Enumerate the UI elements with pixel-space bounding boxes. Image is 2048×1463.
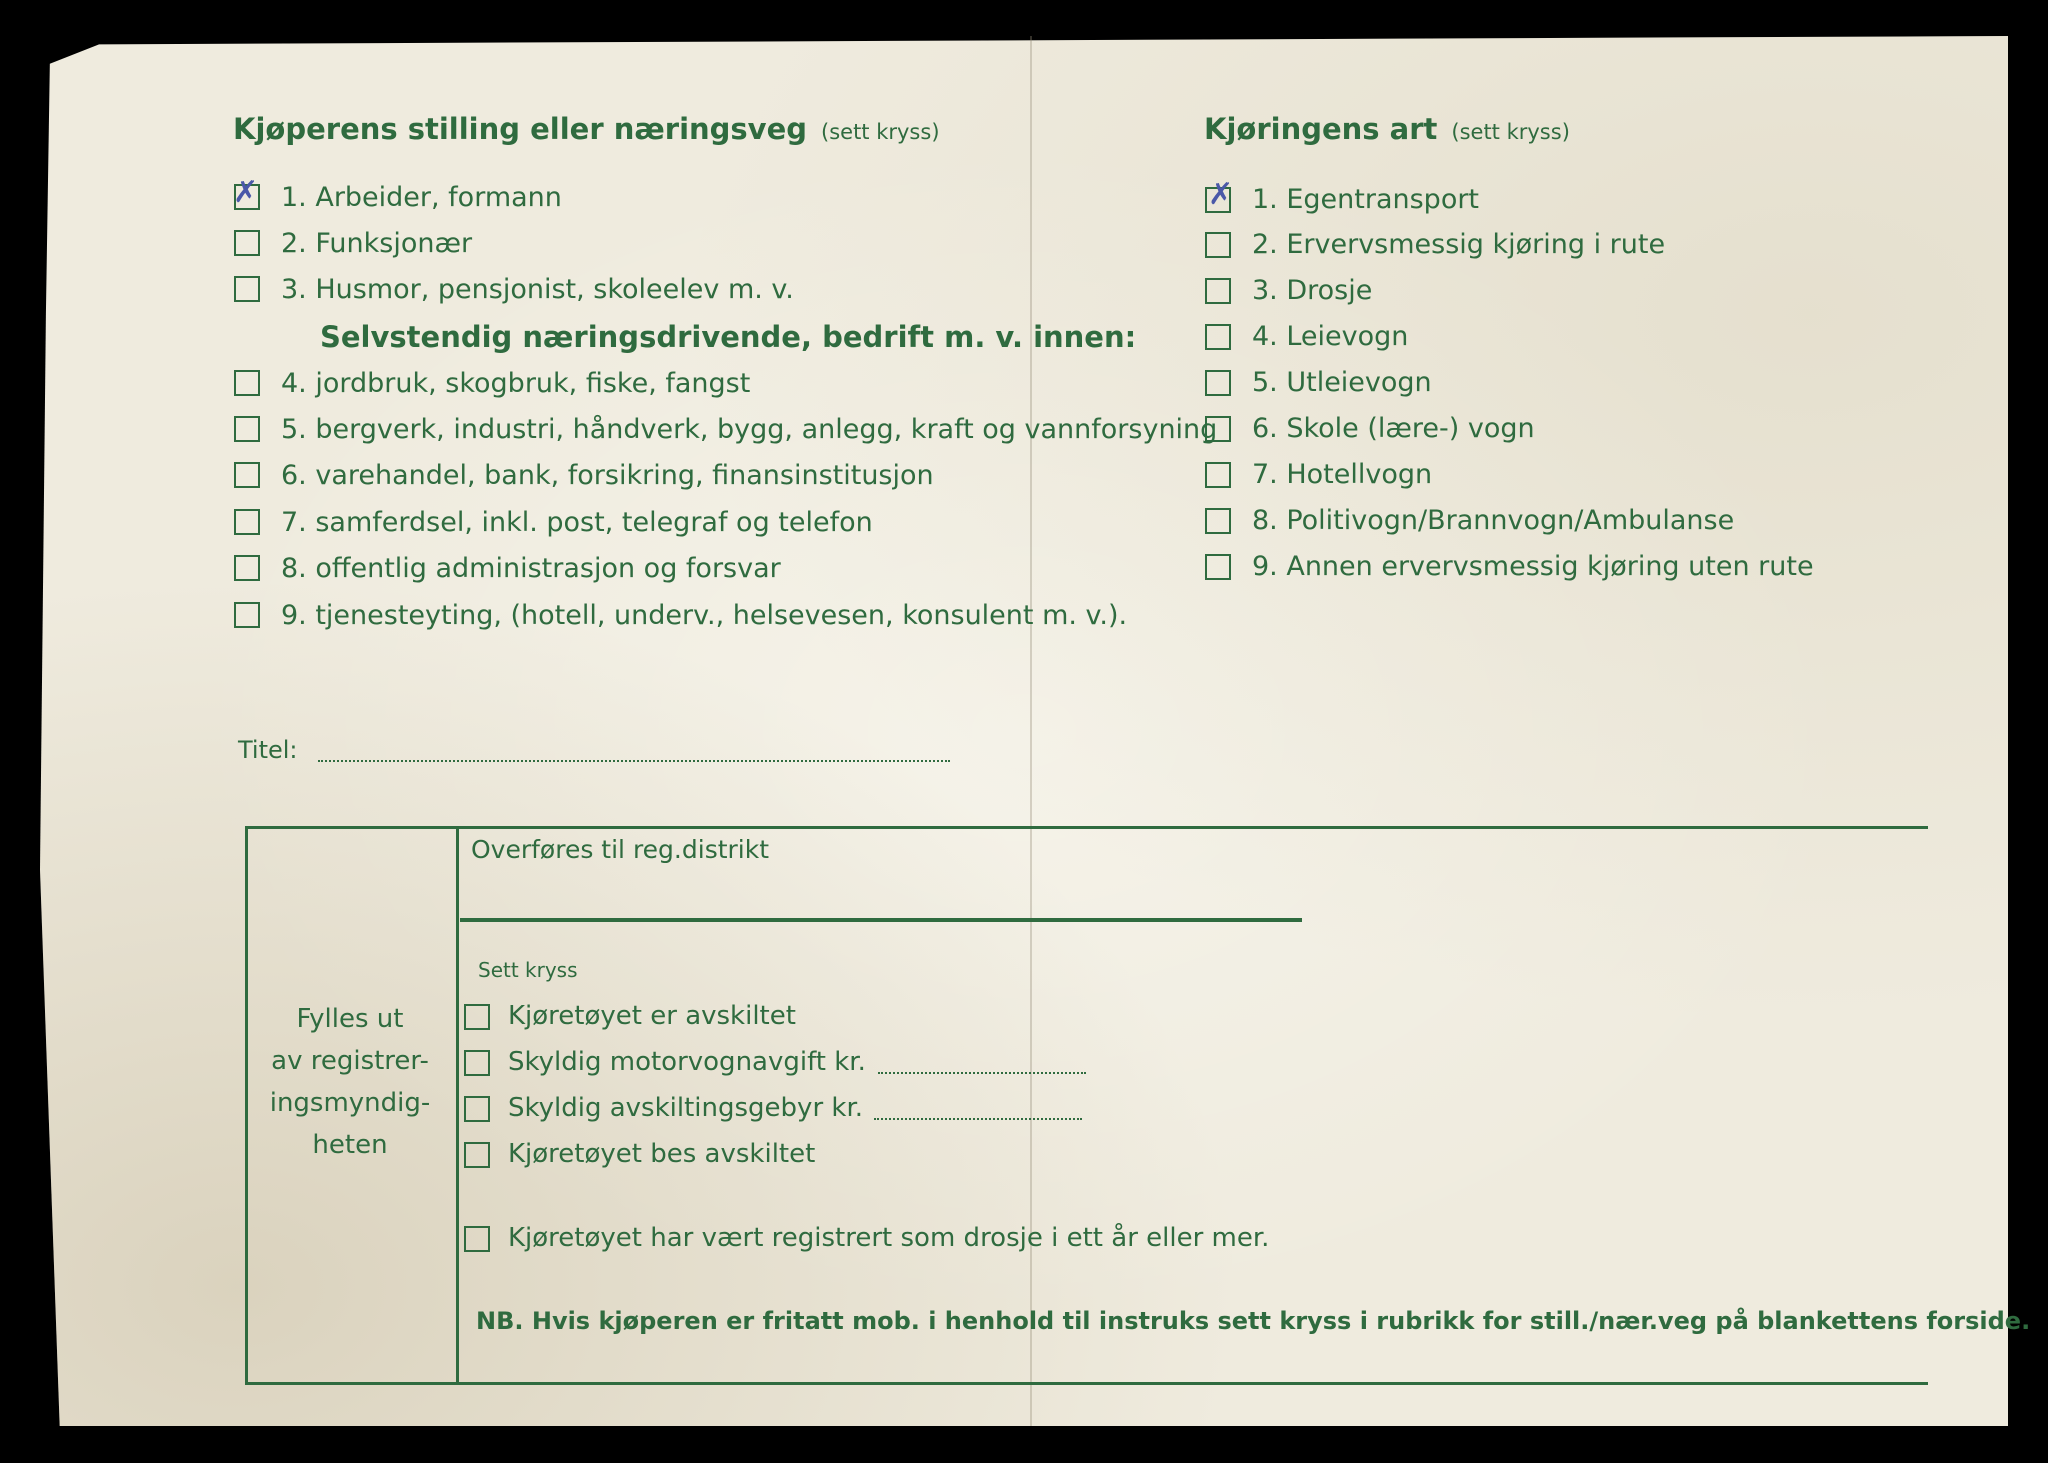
registry-side-label: Fylles ut av registrer- ingsmyndig- heten: [269, 1004, 431, 1160]
request-deregistration-checkbox[interactable]: [464, 1142, 490, 1168]
business-item-9: 9. tjenesteyting, (hotell, underv., helsevesen, konsulent m. v.).: [281, 600, 1128, 631]
business-checkbox-4[interactable]: [234, 370, 260, 396]
sett-kryss-label: Sett kryss: [478, 958, 578, 982]
exemption-note: NB. Hvis kjøperen er fritatt mob. i henhold til instruks sett kryss i rubrikk for still./nær.veg på blankettens forside.: [476, 1307, 2031, 1335]
occupation-item-1: 1. Arbeider, formann: [281, 182, 562, 213]
motor-fee-label: Skyldig motorvognavgift kr.: [508, 1047, 866, 1077]
driving-checkbox-2[interactable]: [1205, 232, 1231, 258]
driving-check-mark: ✗: [1208, 177, 1234, 212]
driving-item-1: 1. Egentransport: [1252, 184, 1480, 215]
deregistration-fee-label: Skyldig avskiltingsgebyr kr.: [508, 1093, 864, 1123]
motor-fee-amount-line[interactable]: [878, 1072, 1086, 1074]
buyer-occupation-heading: Kjøperens stilling eller næringsveg (sett kryss): [233, 112, 940, 146]
driving-type-heading: Kjøringens art (sett kryss): [1204, 112, 1570, 146]
business-checkbox-7[interactable]: [234, 509, 260, 535]
driving-item-7: 7. Hotellvogn: [1252, 459, 1433, 490]
business-checkbox-8[interactable]: [234, 555, 260, 581]
transfer-district-label: Overføres til reg.distrikt: [471, 835, 770, 864]
driving-checkbox-8[interactable]: [1205, 508, 1231, 534]
deregistered-label: Kjøretøyet er avskiltet: [508, 1001, 796, 1031]
occupation-check-mark: ✗: [233, 175, 259, 210]
deregistration-fee-checkbox[interactable]: [464, 1096, 490, 1122]
driving-checkbox-3[interactable]: [1205, 278, 1231, 304]
title-input-line[interactable]: [318, 760, 950, 762]
driving-checkbox-6[interactable]: [1205, 416, 1231, 442]
title-label: Titel:: [238, 736, 298, 764]
business-item-5: 5. bergverk, industri, håndverk, bygg, anlegg, kraft og vannforsyning: [281, 414, 1218, 445]
occupation-item-2: 2. Funksjonær: [281, 228, 473, 259]
business-checkbox-6[interactable]: [234, 462, 260, 488]
business-item-7: 7. samferdsel, inkl. post, telegraf og telefon: [281, 507, 873, 538]
taxi-one-year-checkbox[interactable]: [464, 1226, 490, 1252]
paper-fold: [1030, 36, 1032, 1426]
occupation-checkbox-2[interactable]: [234, 230, 260, 256]
deregistration-fee-amount-line[interactable]: [874, 1118, 1082, 1120]
business-item-4: 4. jordbruk, skogbruk, fiske, fangst: [281, 368, 751, 399]
driving-item-2: 2. Ervervsmessig kjøring i rute: [1252, 229, 1666, 260]
driving-item-5: 5. Utleievogn: [1252, 367, 1432, 398]
business-checkbox-5[interactable]: [234, 416, 260, 442]
occupation-checkbox-3[interactable]: [234, 276, 260, 302]
motor-fee-checkbox[interactable]: [464, 1050, 490, 1076]
driving-item-6: 6. Skole (lære-) vogn: [1252, 413, 1535, 444]
driving-item-9: 9. Annen ervervsmessig kjøring uten rute: [1252, 551, 1814, 582]
business-item-6: 6. varehandel, bank, forsikring, finansinstitusjon: [281, 460, 934, 491]
driving-checkbox-9[interactable]: [1205, 554, 1231, 580]
business-item-8: 8. offentlig administrasjon og forsvar: [281, 553, 781, 584]
self-employed-subheading: Selvstendig næringsdrivende, bedrift m. v. innen:: [320, 320, 1137, 354]
taxi-one-year-label: Kjøretøyet har vært registrert som drosje i ett år eller mer.: [508, 1223, 1270, 1253]
deregistered-checkbox[interactable]: [464, 1004, 490, 1030]
registry-box-bottom-rule: [245, 1382, 1928, 1385]
request-deregistration-label: Kjøretøyet bes avskiltet: [508, 1139, 816, 1169]
transfer-district-line[interactable]: [460, 918, 1302, 922]
driving-checkbox-7[interactable]: [1205, 462, 1231, 488]
driving-item-8: 8. Politivogn/Brannvogn/Ambulanse: [1252, 505, 1735, 536]
driving-item-4: 4. Leievogn: [1252, 321, 1409, 352]
occupation-item-3: 3. Husmor, pensjonist, skoleelev m. v.: [281, 274, 794, 305]
driving-checkbox-4[interactable]: [1205, 324, 1231, 350]
driving-checkbox-5[interactable]: [1205, 370, 1231, 396]
registry-box-left-rule: [245, 826, 248, 1385]
registry-box-divider: [456, 828, 459, 1384]
driving-item-3: 3. Drosje: [1252, 275, 1373, 306]
registry-box-top-rule: [245, 826, 1928, 829]
business-checkbox-9[interactable]: [234, 602, 260, 628]
